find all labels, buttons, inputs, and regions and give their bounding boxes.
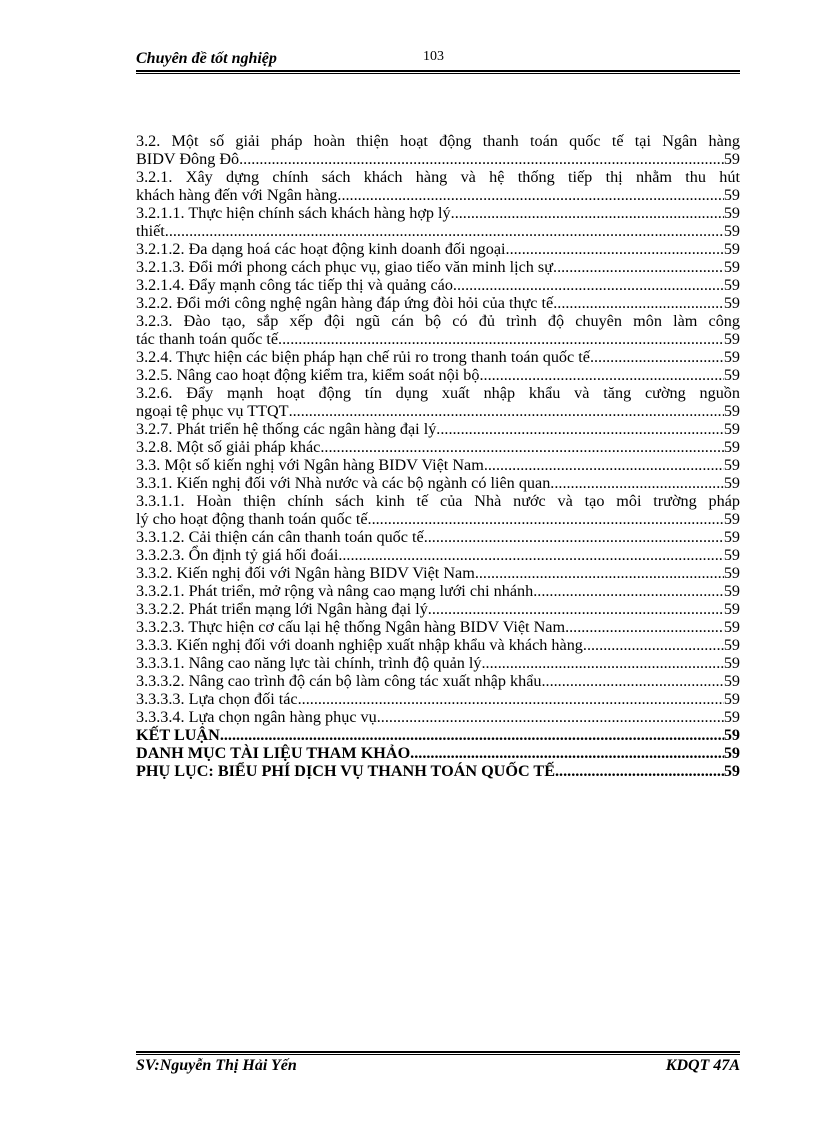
header-divider-thin bbox=[136, 73, 740, 74]
toc-page-number: 59 bbox=[723, 474, 740, 492]
dot-leader bbox=[455, 204, 724, 222]
toc-page-number: 59 bbox=[723, 420, 740, 438]
toc-entry-title: 3.3.2.2. Phát triển mạng lới Ngân hàng đại lý bbox=[136, 600, 428, 618]
toc-entry-title: tác thanh toán quốc tế bbox=[136, 330, 279, 348]
header-divider bbox=[136, 70, 740, 72]
toc-entry-title: 3.2.7. Phát triển hệ thống các ngân hàng đại lý bbox=[136, 420, 437, 438]
toc-entry[interactable] bbox=[136, 654, 740, 672]
toc-entry[interactable] bbox=[136, 438, 740, 456]
dot-leader bbox=[428, 528, 724, 546]
toc-entry[interactable] bbox=[136, 618, 740, 636]
toc-entry-title: 3.2.1.2. Đa dạng hoá các hoạt động kinh doanh đối ngoại bbox=[136, 240, 506, 258]
toc-entry[interactable] bbox=[136, 708, 740, 726]
toc-entry[interactable] bbox=[136, 384, 740, 420]
toc-entry-title: 3.3.3. Kiến nghị đối với doanh nghiệp xuất nhập khẩu và khách hàng. bbox=[136, 636, 587, 654]
toc-page-number: 59 bbox=[723, 276, 740, 294]
toc-entry[interactable] bbox=[136, 690, 740, 708]
toc-entry[interactable] bbox=[136, 582, 740, 600]
dot-leader bbox=[298, 690, 724, 708]
table-of-contents bbox=[136, 132, 740, 780]
toc-entry-line: 3.2. Một số giải pháp hoàn thiện hoạt động thanh toán quốc tế tại Ngân hàng bbox=[136, 132, 740, 150]
dot-leader bbox=[587, 636, 724, 654]
document-title: Chuyên đề tốt nghiệp bbox=[136, 50, 277, 67]
toc-entry-title: 3.3.1.2. Cải thiện cán cân thanh toán quốc tế. bbox=[136, 528, 428, 546]
toc-entry-title: 3.2.1.1. Thực hiện chính sách khách hàng hợp lý. bbox=[136, 204, 455, 222]
toc-page-number: 59 bbox=[723, 222, 740, 240]
dot-leader bbox=[428, 600, 724, 618]
toc-entry-title: DANH MỤC TÀI LIỆU THAM KHẢO bbox=[136, 744, 411, 762]
toc-page-number: 59 bbox=[723, 528, 740, 546]
toc-entry-title: BIDV Đông Đô bbox=[136, 150, 240, 168]
toc-entry-title: 3.3.1. Kiến nghị đối với Nhà nước và các bộ ngành có liên quan bbox=[136, 474, 551, 492]
toc-entry[interactable] bbox=[136, 312, 740, 348]
toc-page-number: 59 bbox=[723, 546, 740, 564]
dot-leader bbox=[557, 258, 724, 276]
toc-entry[interactable] bbox=[136, 132, 740, 168]
dot-leader bbox=[541, 672, 723, 690]
dot-leader bbox=[537, 582, 724, 600]
dot-leader bbox=[289, 402, 724, 420]
toc-page-number: 59 bbox=[723, 204, 740, 222]
dot-leader bbox=[278, 330, 724, 348]
page-number: 103 bbox=[423, 49, 444, 64]
toc-page-number: 59 bbox=[723, 366, 740, 384]
toc-page-number: 59 bbox=[723, 618, 740, 636]
toc-entry[interactable] bbox=[136, 546, 740, 564]
toc-entry[interactable] bbox=[136, 474, 740, 492]
dot-leader bbox=[320, 438, 723, 456]
toc-page-number: 59 bbox=[723, 708, 740, 726]
dot-leader bbox=[377, 708, 724, 726]
toc-entry[interactable] bbox=[136, 744, 740, 762]
toc-entry[interactable] bbox=[136, 636, 740, 654]
dot-leader bbox=[565, 618, 724, 636]
toc-entry[interactable] bbox=[136, 762, 740, 780]
toc-entry[interactable] bbox=[136, 492, 740, 528]
toc-page-number: 59 bbox=[723, 402, 740, 420]
toc-entry-title: 3.3.2.3. Ổn định tỷ giá hối đoái bbox=[136, 546, 339, 564]
toc-entry-title: 3.3.3.2. Nâng cao trình độ cán bộ làm công tác xuất nhập khẩu bbox=[136, 672, 542, 690]
footer-author: SV:Nguyễn Thị Hải Yến bbox=[136, 1057, 297, 1074]
toc-page-number: 59 bbox=[723, 690, 740, 708]
toc-entry-title: 3.2.1.3. Đổi mới phong cách phục vụ, giao tiếo văn minh lịch sự. bbox=[136, 258, 558, 276]
dot-leader bbox=[590, 348, 724, 366]
toc-entry[interactable] bbox=[136, 420, 740, 438]
toc-entry-line: 3.3.1.1. Hoàn thiện chính sách kinh tế của Nhà nước và tạo môi trường pháp bbox=[136, 492, 740, 510]
toc-entry-line: 3.2.3. Đào tạo, sắp xếp đội ngũ cán bộ có đủ trình độ chuyên môn làm công bbox=[136, 312, 740, 330]
dot-leader bbox=[506, 240, 724, 258]
toc-entry-title: khách hàng đến với Ngân hàng. bbox=[136, 186, 342, 204]
toc-page-number: 59 bbox=[723, 348, 740, 366]
footer-divider bbox=[136, 1051, 740, 1053]
toc-entry-title: 3.3.3.4. Lựa chọn ngân hàng phục vụ bbox=[136, 708, 377, 726]
toc-entry-title: 3.3. Một số kiến nghị với Ngân hàng BIDV Việt Nam bbox=[136, 456, 484, 474]
dot-leader bbox=[484, 456, 724, 474]
toc-entry[interactable] bbox=[136, 672, 740, 690]
toc-entry-title: 3.3.2.3. Thực hiện cơ cấu lại hệ thống Ngân hàng BIDV Việt Nam bbox=[136, 618, 566, 636]
footer-divider-thin bbox=[136, 1054, 740, 1055]
dot-leader bbox=[169, 222, 724, 240]
dot-leader bbox=[479, 366, 723, 384]
dot-leader bbox=[553, 294, 724, 312]
dot-leader bbox=[368, 510, 724, 528]
toc-page-number: 59 bbox=[723, 762, 740, 780]
dot-leader bbox=[239, 150, 724, 168]
toc-entry-title: lý cho hoạt động thanh toán quốc tế bbox=[136, 510, 368, 528]
toc-entry-title: PHỤ LỤC: BIỂU PHÍ DỊCH VỤ THANH TOÁN QUỐC TẾ bbox=[136, 762, 555, 780]
dot-leader bbox=[410, 744, 724, 762]
toc-page-number: 59 bbox=[723, 438, 740, 456]
toc-entry[interactable] bbox=[136, 366, 740, 384]
dot-leader bbox=[555, 762, 724, 780]
toc-entry-title: 3.2.2. Đổi mới công nghệ ngân hàng đáp ứng đòi hỏi của thực tế bbox=[136, 294, 554, 312]
toc-entry-title: 3.2.5. Nâng cao hoạt động kiểm tra, kiểm soát nội bộ bbox=[136, 366, 480, 384]
toc-entry-title: 3.3.3.1. Nâng cao năng lực tài chính, trình độ quản lý bbox=[136, 654, 482, 672]
toc-page-number: 59 bbox=[723, 600, 740, 618]
toc-entry[interactable] bbox=[136, 240, 740, 258]
toc-entry-line: 3.2.6. Đẩy mạnh hoạt động tín dụng xuất nhập khẩu và tăng cường nguồn bbox=[136, 384, 740, 402]
toc-entry[interactable] bbox=[136, 456, 740, 474]
toc-entry-title: 3.2.4. Thực hiện các biện pháp hạn chế rủi ro trong thanh toán quốc tế bbox=[136, 348, 590, 366]
dot-leader bbox=[341, 186, 723, 204]
toc-page-number: 59 bbox=[723, 564, 740, 582]
toc-page-number: 59 bbox=[723, 672, 740, 690]
toc-entry[interactable] bbox=[136, 168, 740, 204]
toc-page-number: 59 bbox=[723, 186, 740, 204]
toc-page-number: 59 bbox=[723, 654, 740, 672]
toc-entry-title: 3.3.3.3. Lựa chọn đối tác bbox=[136, 690, 298, 708]
toc-entry-title: 3.2.8. Một số giải pháp khác bbox=[136, 438, 321, 456]
dot-leader bbox=[220, 726, 724, 744]
page-header bbox=[136, 46, 740, 72]
dot-leader bbox=[475, 564, 724, 582]
toc-page-number: 59 bbox=[723, 510, 740, 528]
toc-entry-title: 3.3.2.1. Phát triển, mở rộng và nâng cao mạng lưới chi nhánh. bbox=[136, 582, 538, 600]
dot-leader bbox=[436, 420, 724, 438]
toc-entry[interactable] bbox=[136, 600, 740, 618]
toc-entry[interactable] bbox=[136, 348, 740, 366]
toc-entry-title: KẾT LUẬN bbox=[136, 726, 220, 744]
toc-entry[interactable] bbox=[136, 222, 740, 240]
toc-entry-title: 3.3.2. Kiến nghị đối với Ngân hàng BIDV Việt Nam bbox=[136, 564, 475, 582]
dot-leader bbox=[550, 474, 724, 492]
toc-entry[interactable] bbox=[136, 276, 740, 294]
toc-entry[interactable] bbox=[136, 564, 740, 582]
toc-entry-line: 3.2.1. Xây dựng chính sách khách hàng và hệ thống tiếp thị nhằm thu hút bbox=[136, 168, 740, 186]
toc-page-number: 59 bbox=[723, 456, 740, 474]
toc-entry[interactable] bbox=[136, 528, 740, 546]
toc-entry[interactable] bbox=[136, 204, 740, 222]
toc-page-number: 59 bbox=[723, 636, 740, 654]
toc-page-number: 59 bbox=[723, 258, 740, 276]
toc-entry[interactable] bbox=[136, 294, 740, 312]
dot-leader bbox=[338, 546, 723, 564]
toc-page-number: 59 bbox=[723, 744, 740, 762]
toc-entry[interactable] bbox=[136, 258, 740, 276]
toc-entry-title: 3.2.1.4. Đẩy mạnh công tác tiếp thị và quảng cáo. bbox=[136, 276, 457, 294]
toc-page-number: 59 bbox=[723, 582, 740, 600]
toc-entry-title: thiết. bbox=[136, 222, 169, 240]
toc-page-number: 59 bbox=[723, 294, 740, 312]
dot-leader bbox=[457, 276, 724, 294]
dot-leader bbox=[482, 654, 724, 672]
toc-page-number: 59 bbox=[723, 240, 740, 258]
toc-page-number: 59 bbox=[723, 150, 740, 168]
toc-page-number: 59 bbox=[723, 726, 740, 744]
toc-entry-title: ngoại tệ phục vụ TTQT bbox=[136, 402, 289, 420]
footer-class: KDQT 47A bbox=[665, 1057, 740, 1074]
toc-page-number: 59 bbox=[723, 330, 740, 348]
toc-entry[interactable] bbox=[136, 726, 740, 744]
